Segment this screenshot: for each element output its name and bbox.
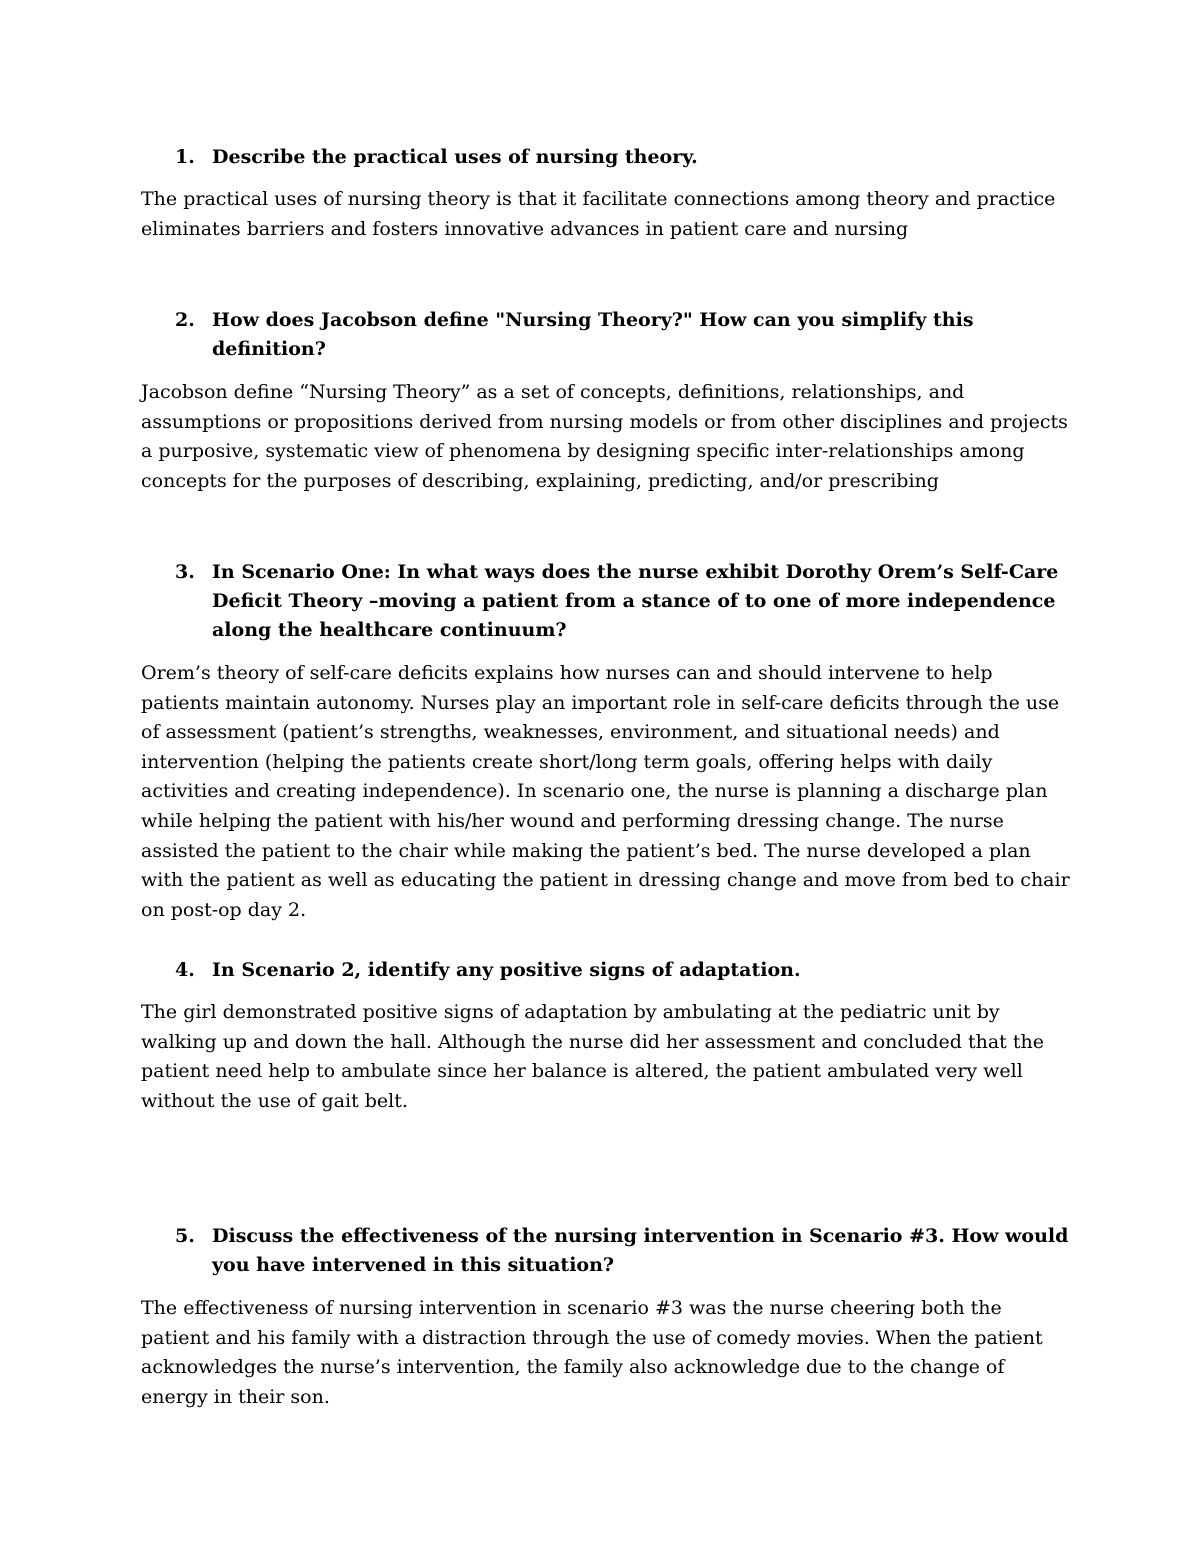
question-text: Describe the practical uses of nursing theory. [212,146,698,168]
question-1 [175,143,1075,172]
question-text: In Scenario 2, identify any positive signs of adaptation. [212,959,801,981]
answer-2: Jacobson define “Nursing Theory” as a set of concepts, definitions, relationships, and assumptions or propositions derived from nursing models or from other disciplines and projects a purposive, systematic view of phenomena by designing specific inter-relationships among concepts for the purposes of describing, explaining, predicting, and/or prescribing [141,381,1068,492]
answer-5: The effectiveness of nursing intervention in scenario #3 was the nurse cheering both the patient and his family with a distraction through the use of comedy movies. When the patient acknowledges the nurse’s intervention, the family also acknowledge due to the change of energy in their son. [141,1297,1043,1408]
question-4 [175,956,1075,985]
question-number: 5. [175,1225,195,1247]
question-2 [175,306,1075,364]
question-5 [175,1222,1075,1280]
question-text: How does Jacobson define "Nursing Theory?" How can you simplify this definition? [212,309,974,360]
question-text: In Scenario One: In what ways does the nurse exhibit Dorothy Orem’s Self-Care Deficit Theory –moving a patient from a stance of to one of more independence along the healthcare continuum? [212,561,1059,641]
answer-4: The girl demonstrated positive signs of adaptation by ambulating at the pediatric unit by walking up and down the hall. Although the nurse did her assessment and concluded that the patient need help to ambulate since her balance is altered, the patient ambulated very well without the use of gait belt. [141,1001,1044,1112]
question-number: 1. [175,146,195,168]
question-text: Discuss the effectiveness of the nursing intervention in Scenario #3. How would you have intervened in this situation? [212,1225,1069,1276]
question-number: 3. [175,561,195,583]
question-3 [175,558,1075,645]
answer-3: Orem’s theory of self-care deficits explains how nurses can and should intervene to help patients maintain autonomy. Nurses play an important role in self-care deficits through the use of assessment (patient’s strengths, weaknesses, environment, and situational needs) and intervention (helping the patients create short/long term goals, offering helps with daily activities and creating independence). In scenario one, the nurse is planning a discharge plan while helping the patient with his/her wound and performing dressing change. The nurse assisted the patient to the chair while making the patient’s bed. The nurse developed a plan with the patient as well as educating the patient in dressing change and move from bed to chair on post-op day 2. [141,662,1070,921]
answer-1: The practical uses of nursing theory is that it facilitate connections among theory and practice eliminates barriers and fosters innovative advances in patient care and nursing [141,188,1056,240]
question-number: 2. [175,309,195,331]
question-number: 4. [175,959,195,981]
